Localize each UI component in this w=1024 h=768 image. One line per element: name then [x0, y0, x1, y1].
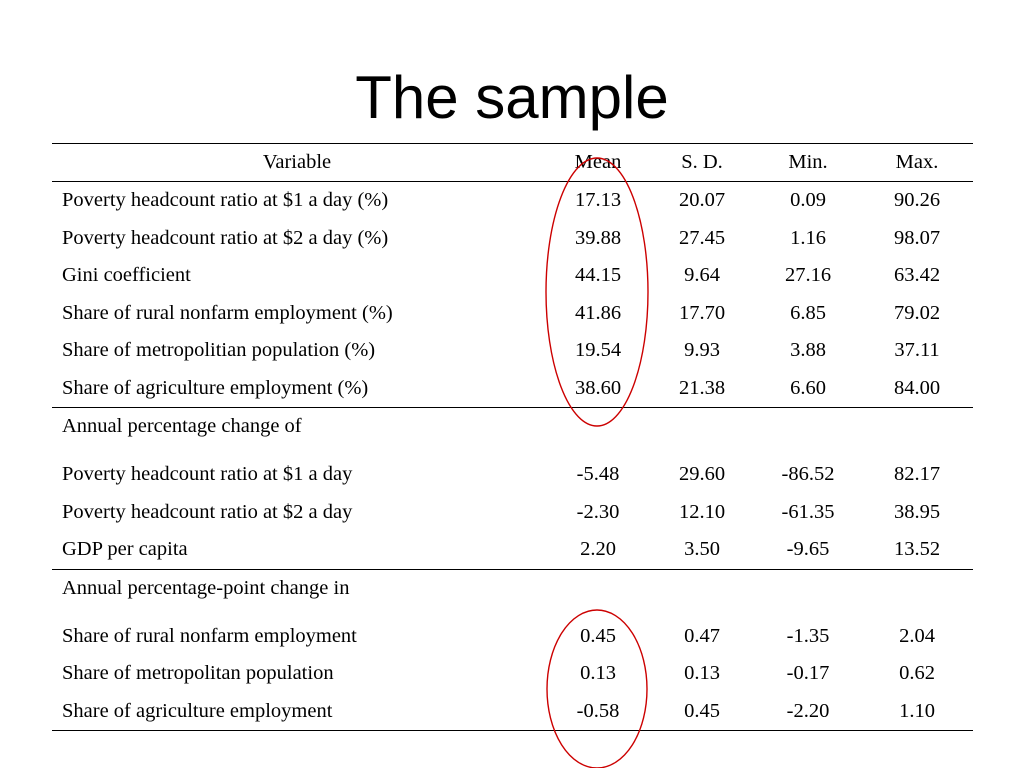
row-mean: -0.58 — [576, 699, 620, 722]
row-mean: 0.13 — [580, 662, 616, 684]
row-max: 84.00 — [893, 376, 941, 399]
table-row — [52, 618, 973, 656]
row-max: 38.95 — [893, 500, 941, 523]
section-title-row — [52, 408, 973, 456]
row-mean: 0.45 — [580, 624, 616, 647]
row-variable: Poverty headcount ratio at $1 a day — [62, 463, 353, 485]
row-mean: 44.15 — [574, 264, 622, 286]
table-row — [52, 182, 973, 220]
row-max: 98.07 — [893, 226, 941, 249]
row-variable: Poverty headcount ratio at $1 a day (%) — [62, 189, 389, 211]
row-sd: 27.45 — [678, 226, 726, 249]
row-min: 1.16 — [790, 226, 826, 249]
section-title: Annual percentage change of — [62, 415, 302, 437]
row-mean: 38.60 — [574, 376, 622, 399]
row-max: 37.11 — [894, 339, 940, 361]
table-row — [52, 693, 973, 731]
row-sd: 12.10 — [678, 500, 726, 523]
summary-statistics-table — [52, 143, 973, 731]
row-variable: Poverty headcount ratio at $2 a day — [62, 500, 353, 523]
row-sd: 9.64 — [684, 264, 720, 286]
row-variable: Share of agriculture employment (%) — [62, 376, 369, 399]
section-title-row — [52, 570, 973, 618]
block2-rows — [52, 456, 973, 569]
table-row — [52, 295, 973, 333]
row-max: 82.17 — [893, 463, 941, 485]
row-variable: Share of agriculture employment — [62, 699, 333, 722]
header-sd: S. D. — [681, 151, 723, 173]
row-min: -9.65 — [786, 538, 830, 560]
row-min: 6.85 — [790, 301, 826, 324]
row-min: -61.35 — [781, 500, 835, 523]
row-min: -2.20 — [786, 699, 830, 722]
row-max: 1.10 — [899, 699, 935, 722]
row-variable: Gini coefficient — [62, 264, 191, 286]
row-mean: 41.86 — [574, 301, 622, 324]
header-min: Min. — [788, 151, 828, 173]
header-max: Max. — [895, 151, 939, 173]
row-variable: Share of metropolitian population (%) — [62, 339, 376, 361]
table-row — [52, 655, 973, 693]
row-min: 6.60 — [790, 376, 826, 399]
header-variable: Variable — [262, 151, 332, 173]
row-mean: 2.20 — [580, 538, 616, 560]
table-bottom-rule — [52, 730, 973, 731]
row-max: 90.26 — [893, 189, 941, 211]
table-row — [52, 332, 973, 370]
table-row — [52, 494, 973, 532]
row-sd: 0.13 — [684, 662, 720, 684]
row-sd: 29.60 — [678, 463, 726, 485]
table-header-row — [52, 144, 973, 181]
row-mean: 17.13 — [574, 189, 622, 211]
table-row — [52, 456, 973, 494]
row-sd: 21.38 — [678, 376, 726, 399]
row-min: -0.17 — [786, 662, 830, 684]
row-sd: 3.50 — [684, 538, 720, 560]
row-max: 63.42 — [893, 264, 941, 286]
header-mean: Mean — [574, 151, 622, 173]
row-min: 0.09 — [790, 189, 826, 211]
row-sd: 9.93 — [684, 339, 720, 361]
page-title: The sample — [355, 64, 669, 131]
table-row — [52, 220, 973, 258]
row-sd: 17.70 — [678, 301, 726, 324]
row-variable: Poverty headcount ratio at $2 a day (%) — [62, 226, 389, 249]
row-max: 79.02 — [893, 301, 941, 324]
block1-rows — [52, 182, 973, 407]
section-title: Annual percentage-point change in — [62, 576, 350, 599]
row-mean: -5.48 — [576, 463, 620, 485]
table-row — [52, 257, 973, 295]
block3-rows — [52, 618, 973, 731]
row-sd: 0.45 — [684, 699, 720, 722]
row-max: 0.62 — [899, 662, 935, 684]
row-variable: GDP per capita — [62, 538, 188, 560]
row-min: 27.16 — [784, 264, 832, 286]
row-sd: 20.07 — [678, 189, 726, 211]
row-mean: 39.88 — [574, 226, 622, 249]
row-mean: -2.30 — [576, 500, 620, 523]
row-variable: Share of rural nonfarm employment (%) — [62, 301, 393, 324]
row-sd: 0.47 — [684, 624, 720, 647]
row-min: -1.35 — [786, 624, 830, 647]
row-max: 13.52 — [893, 538, 941, 560]
row-max: 2.04 — [899, 624, 935, 647]
row-min: -86.52 — [781, 463, 835, 485]
row-min: 3.88 — [790, 339, 826, 361]
row-variable: Share of metropolitan population — [62, 662, 334, 684]
row-mean: 19.54 — [574, 339, 622, 361]
row-variable: Share of rural nonfarm employment — [62, 624, 357, 647]
